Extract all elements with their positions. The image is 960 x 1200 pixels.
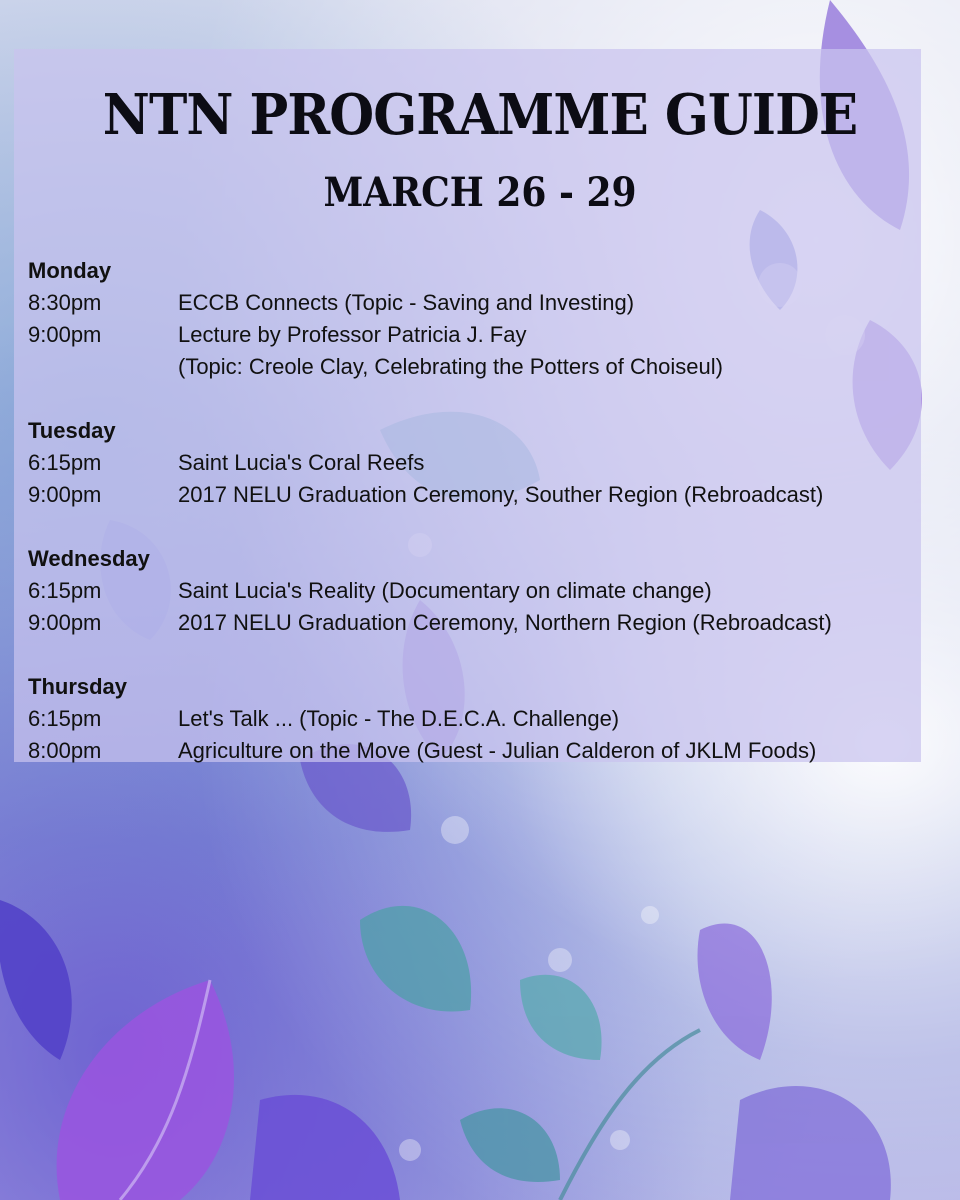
programme-time: 8:30pm <box>28 290 102 315</box>
schedule-list <box>28 255 918 799</box>
programme-time: 9:00pm <box>28 482 102 507</box>
programme-row <box>28 607 918 639</box>
day-section-monday <box>28 255 918 383</box>
programme-row <box>28 319 918 351</box>
programme-title: (Topic: Creole Clay, Celebrating the Potters of Choiseul) <box>178 354 723 379</box>
programme-title: Saint Lucia's Coral Reefs <box>178 450 425 475</box>
day-heading: Monday <box>28 258 112 283</box>
programme-row <box>28 575 918 607</box>
date-range: MARCH 26 - 29 <box>323 169 637 216</box>
programme-title: 2017 NELU Graduation Ceremony, Souther Region (Rebroadcast) <box>178 482 824 507</box>
programme-row <box>28 287 918 319</box>
page-title: NTN PROGRAMME GUIDE <box>102 82 858 148</box>
programme-time: 9:00pm <box>28 610 102 635</box>
programme-title: Saint Lucia's Reality (Documentary on climate change) <box>178 578 712 603</box>
programme-row <box>28 447 918 479</box>
day-section-thursday <box>28 671 918 767</box>
programme-row <box>28 735 918 767</box>
day-heading: Thursday <box>28 674 128 699</box>
programme-title: Lecture by Professor Patricia J. Fay <box>178 322 527 347</box>
day-section-tuesday <box>28 415 918 511</box>
day-section-wednesday <box>28 543 918 639</box>
programme-time: 9:00pm <box>28 322 102 347</box>
programme-time: 6:15pm <box>28 578 102 603</box>
programme-row <box>28 703 918 735</box>
programme-title: 2017 NELU Graduation Ceremony, Northern Region (Rebroadcast) <box>178 610 832 635</box>
leaf-icon <box>0 900 400 1200</box>
programme-row <box>28 351 918 383</box>
programme-title: Let's Talk ... (Topic - The D.E.C.A. Challenge) <box>178 706 620 731</box>
day-heading: Wednesday <box>28 546 150 571</box>
programme-time: 6:15pm <box>28 450 102 475</box>
programme-time <box>28 351 178 383</box>
programme-time: 6:15pm <box>28 706 102 731</box>
day-heading: Tuesday <box>28 418 116 443</box>
programme-title: Agriculture on the Move (Guest - Julian Calderon of JKLM Foods) <box>178 738 817 763</box>
programme-time: 8:00pm <box>28 738 102 763</box>
programme-row <box>28 479 918 511</box>
programme-title: ECCB Connects (Topic - Saving and Investing) <box>178 290 635 315</box>
